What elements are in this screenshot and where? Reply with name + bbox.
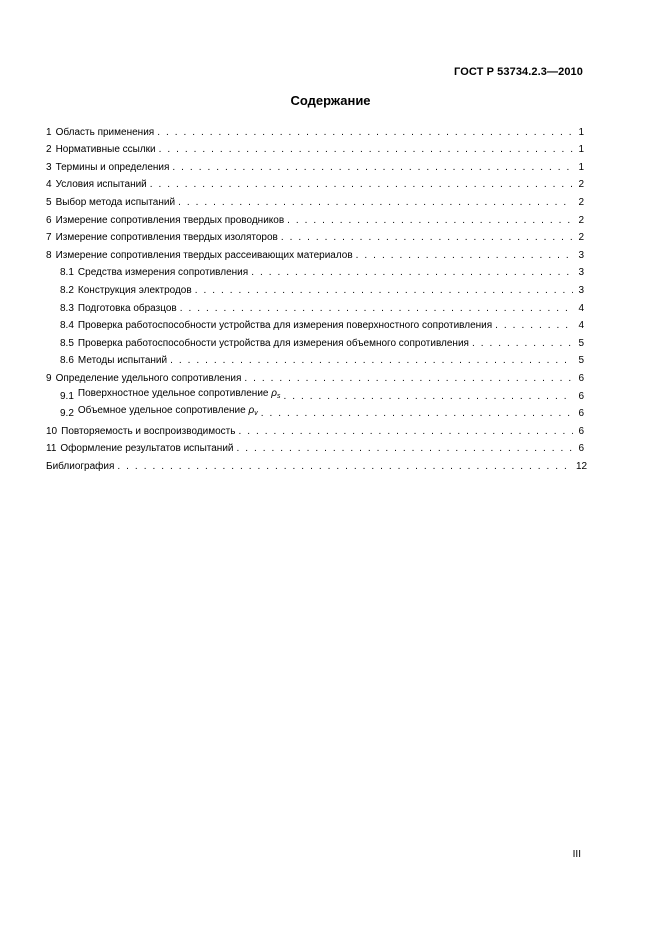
toc-leader-dots (159, 144, 573, 156)
toc-leader-dots (117, 461, 573, 473)
toc-entry-label: Определение удельного сопротивления (55, 372, 242, 384)
toc-entry-page: 2 (578, 196, 584, 208)
toc-entry-page: 4 (578, 320, 584, 332)
toc-entry-label: Область применения (55, 126, 155, 138)
toc-leader-dots (180, 303, 573, 315)
toc-entry-page: 2 (578, 179, 584, 191)
toc-entry-number: 7 (46, 232, 52, 244)
toc-entry-number: 8 (46, 249, 52, 261)
toc-subentry (46, 262, 584, 280)
toc-entry-label: Методы испытаний (77, 355, 168, 367)
document-id: ГОСТ Р 53734.2.3—2010 (454, 66, 583, 78)
toc-entry-number: 10 (46, 425, 58, 437)
toc-entry-number: 1 (46, 126, 52, 138)
symbol-subscript: s (276, 392, 281, 400)
toc-entry-page: 1 (578, 126, 584, 138)
toc-entry-label-text: Объемное удельное сопротивление (77, 405, 249, 417)
toc-entry-label: Конструкция электродов (77, 284, 192, 296)
toc-entry-page: 6 (578, 443, 584, 455)
toc-subentry (46, 350, 584, 368)
toc-entry-page: 4 (578, 302, 584, 314)
toc-entry-page: 1 (578, 161, 584, 173)
toc-entry-number: 4 (46, 179, 52, 191)
toc-entry-number: 8.4 (60, 320, 74, 332)
toc-entry-number: 8.5 (60, 337, 74, 349)
toc-subentry (46, 315, 584, 333)
toc-entry-number: 9 (46, 372, 52, 384)
toc-entry-page: 3 (578, 284, 584, 296)
toc-entry-label: Измерение сопротивления твердых рассеивающих материалов (55, 249, 353, 261)
toc-entry-label: Повторяемость и воспроизводимость (61, 425, 236, 437)
toc-subentry (46, 279, 584, 297)
toc-entry (46, 244, 584, 262)
toc-entry-number: 3 (46, 161, 52, 173)
toc-entry-number: 6 (46, 214, 52, 226)
toc-leader-dots (170, 355, 573, 367)
toc-entry-number: 2 (46, 144, 52, 156)
toc-leader-dots (287, 215, 573, 227)
table-of-contents (46, 121, 588, 473)
toc-leader-dots (157, 127, 573, 139)
toc-leader-dots (195, 285, 573, 297)
toc-entry-page: 6 (578, 372, 584, 384)
page-number: III (572, 849, 581, 860)
toc-entry-label: Оформление результатов испытаний (60, 443, 234, 455)
toc-entry-page: 6 (578, 425, 584, 437)
toc-entry-bibliography (46, 455, 588, 473)
toc-entry (46, 174, 584, 192)
toc-entry-label: Подготовка образцов (77, 302, 177, 314)
toc-entry (46, 227, 584, 245)
toc-entry-label: Проверка работоспособности устройства для измерения объемного сопротивления (77, 337, 469, 349)
toc-entry-page: 2 (578, 232, 584, 244)
toc-entry-number: 9.1 (60, 390, 74, 402)
toc-subentry (46, 297, 584, 315)
toc-entry-number: 8.1 (60, 267, 74, 279)
toc-entry (46, 156, 584, 174)
toc-entry-label: Измерение сопротивления твердых проводников (55, 214, 285, 226)
toc-subentry (46, 403, 584, 421)
toc-leader-dots (261, 408, 573, 420)
toc-entry-label: Нормативные ссылки (55, 144, 156, 156)
toc-leader-dots (283, 391, 573, 403)
toc-entry-label: Проверка работоспособности устройства для измерения поверхностного сопротивления (77, 320, 493, 332)
toc-entry-number: 9.2 (60, 408, 74, 420)
toc-subentry (46, 332, 584, 350)
page-title: Содержание (290, 93, 371, 108)
toc-entry-number: 11 (46, 443, 57, 455)
toc-entry-page: 12 (576, 460, 588, 472)
toc-subentry (46, 385, 584, 403)
toc-entry-label: Условия испытаний (55, 179, 147, 191)
toc-entry-number: 8.2 (60, 284, 74, 296)
toc-leader-dots (244, 373, 573, 385)
toc-entry-label: Средства измерения сопротивления (77, 267, 249, 279)
toc-entry (46, 121, 584, 139)
toc-leader-dots (237, 443, 573, 455)
toc-leader-dots (495, 320, 573, 332)
toc-leader-dots (238, 426, 573, 438)
toc-entry-label: Термины и определения (55, 161, 170, 173)
toc-entry-number: 8.3 (60, 302, 74, 314)
toc-leader-dots (150, 179, 573, 191)
symbol-subscript: v (254, 410, 258, 418)
toc-entry-page: 6 (578, 390, 584, 402)
toc-leader-dots (251, 267, 573, 279)
toc-entry (46, 191, 584, 209)
toc-entry (46, 139, 584, 157)
toc-entry-page: 3 (578, 249, 584, 261)
toc-entry (46, 420, 584, 438)
toc-entry-page: 5 (578, 355, 584, 367)
toc-entry-number: 8.6 (60, 355, 74, 367)
toc-entry-label (74, 405, 258, 420)
toc-entry-page: 1 (578, 144, 584, 156)
toc-entry-label: Выбор метода испытаний (55, 196, 176, 208)
toc-leader-dots (472, 338, 573, 350)
toc-entry-page: 5 (578, 337, 584, 349)
toc-entry-label-text: Поверхностное удельное сопротивление (77, 387, 272, 399)
toc-entry-page: 3 (578, 267, 584, 279)
toc-leader-dots (172, 162, 573, 174)
toc-entry-label: Измерение сопротивления твердых изоляторов (55, 232, 278, 244)
rho-symbol: ρ (248, 405, 255, 417)
toc-entry-number: 5 (46, 196, 52, 208)
toc-entry-label (74, 388, 281, 403)
toc-leader-dots (281, 232, 573, 244)
toc-entry-page: 6 (578, 408, 584, 420)
toc-entry-label: Библиография (46, 460, 115, 472)
toc-leader-dots (356, 250, 573, 262)
toc-entry-page: 2 (578, 214, 584, 226)
toc-entry (46, 438, 584, 456)
toc-entry (46, 209, 584, 227)
toc-leader-dots (178, 197, 573, 209)
rho-symbol: ρ (271, 387, 277, 399)
toc-entry (46, 367, 584, 385)
